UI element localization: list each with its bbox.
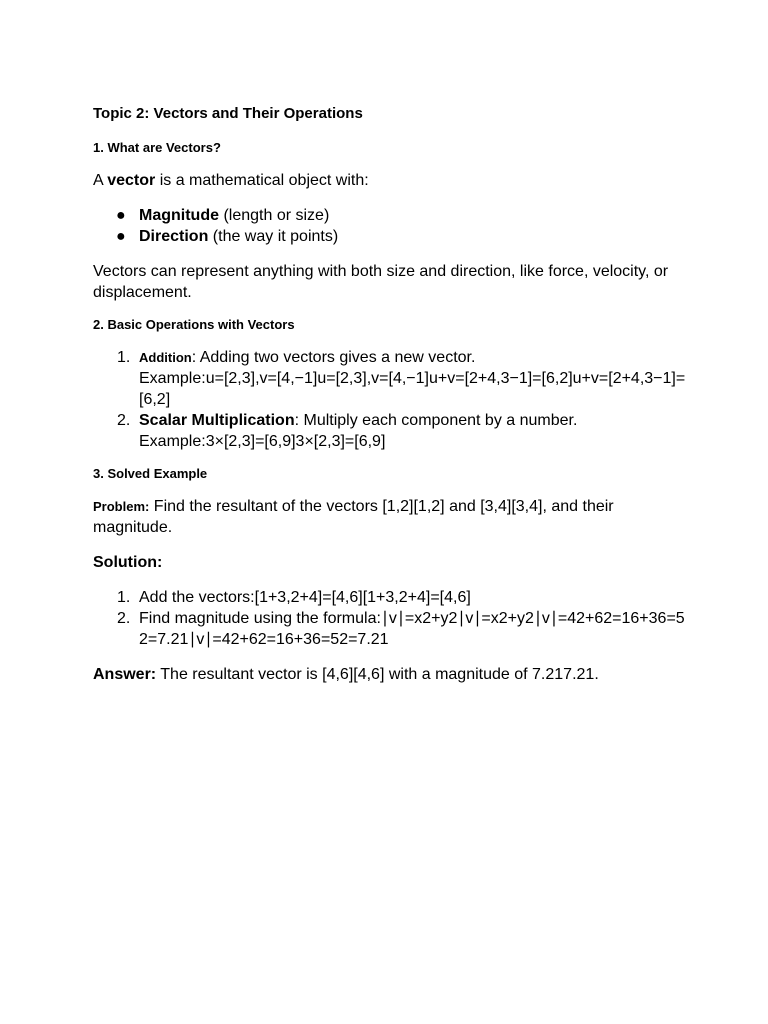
list-item-term: Magnitude xyxy=(139,207,219,224)
list-item-text: : Adding two vectors gives a new vector. xyxy=(191,349,476,366)
answer-paragraph xyxy=(93,664,693,685)
document-page xyxy=(93,104,693,685)
list-number: 2. xyxy=(117,610,131,627)
list-item-text: Find magnitude using the formula:∣v∣=x2+y2∣v∣=x2+y2∣v∣=42+62=16+36=52=7.21∣v∣=42+62=16+36=52=7.21 xyxy=(139,610,685,648)
list-item xyxy=(117,608,693,650)
section-2-heading: 2. Basic Operations with Vectors xyxy=(93,317,295,332)
bullet-icon: ● xyxy=(116,228,126,245)
problem-text: Find the resultant of the vectors [1,2][1,2] and [3,4][3,4], and their magnitude. xyxy=(93,498,614,536)
list-number: 1. xyxy=(117,589,131,606)
vector-intro xyxy=(93,170,693,191)
list-number: 1. xyxy=(117,349,131,366)
intro-term-vector: vector xyxy=(107,172,156,189)
answer-text: The resultant vector is [4,6][4,6] with a magnitude of 7.217.21. xyxy=(156,666,599,683)
intro-text-b: is a mathematical object with: xyxy=(155,172,369,189)
list-item-text: : Multiply each component by a number. xyxy=(294,412,578,429)
vector-properties-list xyxy=(93,205,693,247)
operations-list xyxy=(93,347,693,452)
list-item-term: Direction xyxy=(139,228,209,245)
list-item xyxy=(117,410,693,452)
vectors-paragraph: Vectors can represent anything with both size and direction, like force, velocity, or displacement. xyxy=(93,263,669,301)
list-item-term: Scalar Multiplication xyxy=(139,412,295,429)
solution-label: Solution: xyxy=(93,554,163,571)
problem-label: Problem: xyxy=(93,499,150,514)
intro-text-a: A xyxy=(93,172,108,189)
list-item xyxy=(117,347,693,410)
list-item xyxy=(116,226,693,247)
list-item-text: Add the vectors:[1+3,2+4]=[4,6][1+3,2+4]=[4,6] xyxy=(139,589,471,606)
list-item-example: Example:u=[2,3],v=[4,−1]u=[2,3],v=[4,−1]u+v=[2+4,3−1]=[6,2]u+v=[2+4,3−1]=[6,2] xyxy=(139,370,686,408)
section-1-heading: 1. What are Vectors? xyxy=(93,140,221,155)
page-title: Topic 2: Vectors and Their Operations xyxy=(93,105,363,122)
list-item xyxy=(117,587,693,608)
list-item-term: Addition xyxy=(139,350,192,365)
answer-label: Answer: xyxy=(93,666,157,683)
list-item-example: Example:3×[2,3]=[6,9]3×[2,3]=[6,9] xyxy=(139,433,386,450)
list-item-text: (the way it points) xyxy=(208,228,339,245)
list-number: 2. xyxy=(117,412,131,429)
list-item xyxy=(116,205,693,226)
bullet-icon: ● xyxy=(116,207,126,224)
section-3-heading: 3. Solved Example xyxy=(93,466,208,481)
solution-steps-list xyxy=(93,587,693,650)
problem-paragraph xyxy=(93,496,693,538)
list-item-text: (length or size) xyxy=(219,207,330,224)
